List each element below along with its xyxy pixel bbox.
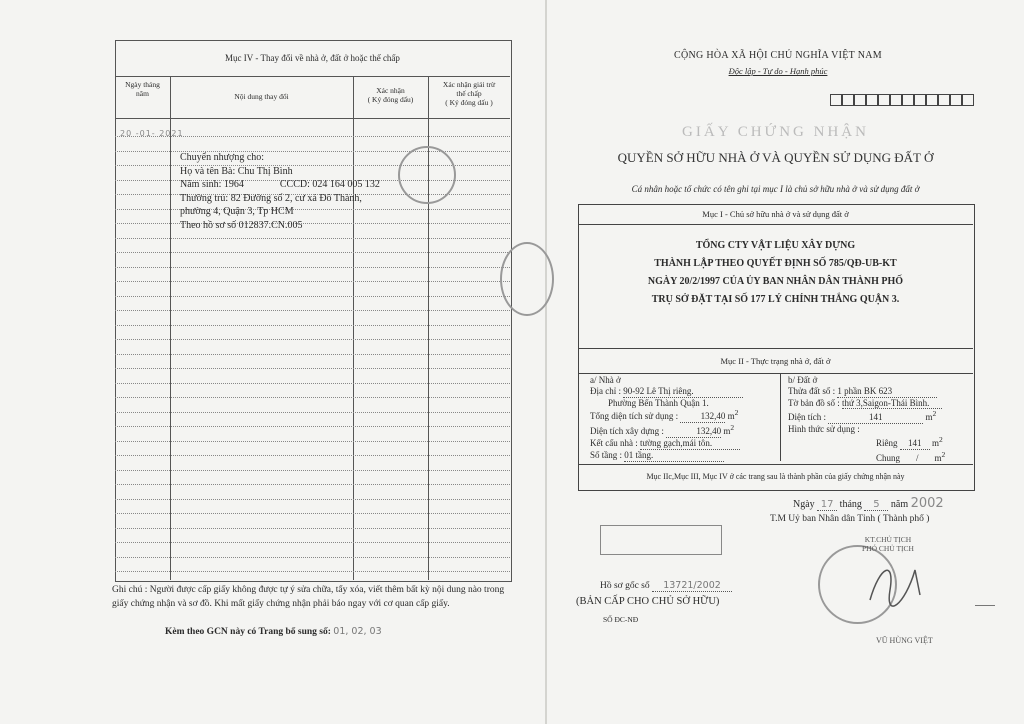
entry-line: Theo hồ sơ số 012837.CN.005 xyxy=(180,219,303,231)
entry-line: Thường trú: 82 Đường số 2, cư xá Đô Thành, xyxy=(180,192,362,204)
table-row-line xyxy=(115,412,510,413)
col-divider xyxy=(170,76,171,580)
faded-stamp xyxy=(600,525,722,555)
land-info: b/ Đất ở Thửa đất số : 1 phần BK 623 Tờ bản đồ số : thứ 3,Saigon-Thái Bình. Diện tích : 141 $m^2$ Hình thức sử dụng : Riêng 141 $m^2$ Chung / $m^2$ xyxy=(788,375,946,463)
table-row-line xyxy=(115,383,510,384)
page-fold xyxy=(545,0,547,724)
table-row-line xyxy=(115,296,510,297)
certificate-subtitle: QUYỀN SỞ HỮU NHÀ Ở VÀ QUYỀN SỬ DỤNG ĐẤT Ở xyxy=(617,150,934,165)
serial-box xyxy=(878,94,890,106)
table-row-line xyxy=(115,267,510,268)
serial-box xyxy=(926,94,938,106)
authority: T.M Uỷ ban Nhân dân Tỉnh ( Thành phố ) xyxy=(770,514,930,524)
serial-boxes xyxy=(830,94,974,106)
owner-line: TRỤ SỞ ĐẶT TẠI SỐ 177 LÝ CHÍNH THẮNG QUẬN 3. xyxy=(651,294,900,305)
file-number: Hồ sơ gốc số 13721/2002 xyxy=(600,580,732,592)
official-seal-left xyxy=(398,146,456,204)
entry-line: Chuyển nhượng cho: xyxy=(180,152,265,163)
house-land-divider xyxy=(780,373,781,461)
table-row-line xyxy=(115,470,510,471)
section-i-title: Mục I - Chủ sở hữu nhà ở và sử dụng đất ở xyxy=(578,204,973,225)
signature xyxy=(860,555,930,610)
table-row-line xyxy=(115,252,510,253)
col-content-header: Nội dung thay đổi xyxy=(234,92,289,101)
serial-box xyxy=(938,94,950,106)
house-info: a/ Nhà ở Địa chỉ : 90-92 Lê Thị riêng. Phường Bến Thành Quận 1. Tổng diện tích sử dụng : 132,40 $m^2$ Diện tích xây dựng : 132,40 $m^2$ Kết cấu nhà : tường gạch,mái tôn. Số tầng : 01 tầng. xyxy=(590,375,743,462)
entry-line: phường 4, Quận 3, Tp HCM xyxy=(180,206,294,217)
col-confirm-header: Xác nhận ( Ký đóng dấu) xyxy=(367,86,414,104)
serial-box xyxy=(830,94,842,106)
motto: Độc lập - Tự do - Hạnh phúc xyxy=(728,66,828,76)
table-row-line xyxy=(115,426,510,427)
table-row-line xyxy=(115,325,510,326)
table-row-line xyxy=(115,339,510,340)
stamp-date: 20 -01- 2021 xyxy=(120,129,184,138)
table-row-line xyxy=(115,441,510,442)
table-row-line xyxy=(115,354,510,355)
table-row-line xyxy=(115,310,510,311)
certificate-description: Cá nhân hoặc tổ chức có tên ghi tại mục I là chủ sở hữu nhà ở và sử dụng đất ở xyxy=(631,184,920,194)
transfer-entry xyxy=(180,151,380,232)
vice-chairman-title: KT.CHỦ TỊCH PHÓ CHỦ TỊCH xyxy=(862,535,914,553)
certificate-title: GIẤY CHỨNG NHẬN xyxy=(682,124,869,140)
entry-line: Họ và tên Bà: Chu Thị Bình xyxy=(180,165,293,177)
nation-title: CỘNG HÒA XÃ HỘI CHỦ NGHĨA VIỆT NAM xyxy=(674,50,882,61)
table-row-line xyxy=(115,397,510,398)
changes-table xyxy=(115,40,512,582)
table-row-line xyxy=(115,528,510,529)
table-row-line xyxy=(115,484,510,485)
section-iv-title: Mục IV - Thay đổi về nhà ở, đất ở hoặc thế chấp xyxy=(115,40,510,77)
owner-line: TỔNG CTY VẬT LIỆU XÂY DỰNG xyxy=(695,240,856,251)
table-row-line xyxy=(115,238,510,239)
owner-line: THÀNH LẬP THEO QUYẾT ĐỊNH SỐ 785/QĐ-UB-KT xyxy=(654,258,897,269)
section-footer: Mục IIc,Mục III, Mục IV ở các trang sau là thành phần của giấy chứng nhận này xyxy=(578,464,973,489)
serial-box xyxy=(854,94,866,106)
serial-box xyxy=(890,94,902,106)
entry-line: Năm sinh: 1964 CCCD: 024 164 005 132 xyxy=(180,179,380,190)
serial-box xyxy=(902,94,914,106)
section-ii-title: Mục II - Thực trạng nhà ở, đất ở xyxy=(578,348,973,374)
table-row-line xyxy=(115,557,510,558)
table-row-line xyxy=(115,455,510,456)
sdc-label: SỐ ĐC-NĐ xyxy=(603,615,639,624)
owner-copy-label: (BẢN CẤP CHO CHỦ SỞ HỮU) xyxy=(576,596,720,607)
supplement-note: Kèm theo GCN này có Trang bổ sung số: 01, 02, 03 xyxy=(165,626,382,637)
owner-line: NGÀY 20/2/1997 CỦA ỦY BAN NHÂN DÂN THÀNH PHỐ xyxy=(647,276,904,287)
official-seal-fold xyxy=(500,242,554,316)
serial-box xyxy=(962,94,974,106)
table-row-line xyxy=(115,542,510,543)
serial-box xyxy=(866,94,878,106)
note-text: Ghi chú : Người được cấp giấy không được tự ý sửa chữa, tẩy xóa, viết thêm bất kỳ nội dung nào trong giấy chứng nhận và sơ đồ. Khi mất giấy chứng nhận phải báo ngay với cơ quan cấp giấy. xyxy=(112,585,505,609)
serial-box xyxy=(914,94,926,106)
edge-mark xyxy=(975,605,995,606)
table-row-line xyxy=(115,368,510,369)
serial-box xyxy=(950,94,962,106)
issue-date: Ngày 17 tháng 5 năm 2002 xyxy=(793,496,944,511)
table-row-line xyxy=(115,513,510,514)
col-release-header: Xác nhận giải trừ thế chấp ( Ký đóng dấu ) xyxy=(442,80,496,107)
table-row-line xyxy=(115,281,510,282)
table-row-line xyxy=(115,571,510,572)
serial-box xyxy=(842,94,854,106)
col-date-header: Ngày tháng năm xyxy=(125,80,160,98)
table-row-line xyxy=(115,499,510,500)
signer-name: VŨ HÙNG VIỆT xyxy=(876,636,933,645)
